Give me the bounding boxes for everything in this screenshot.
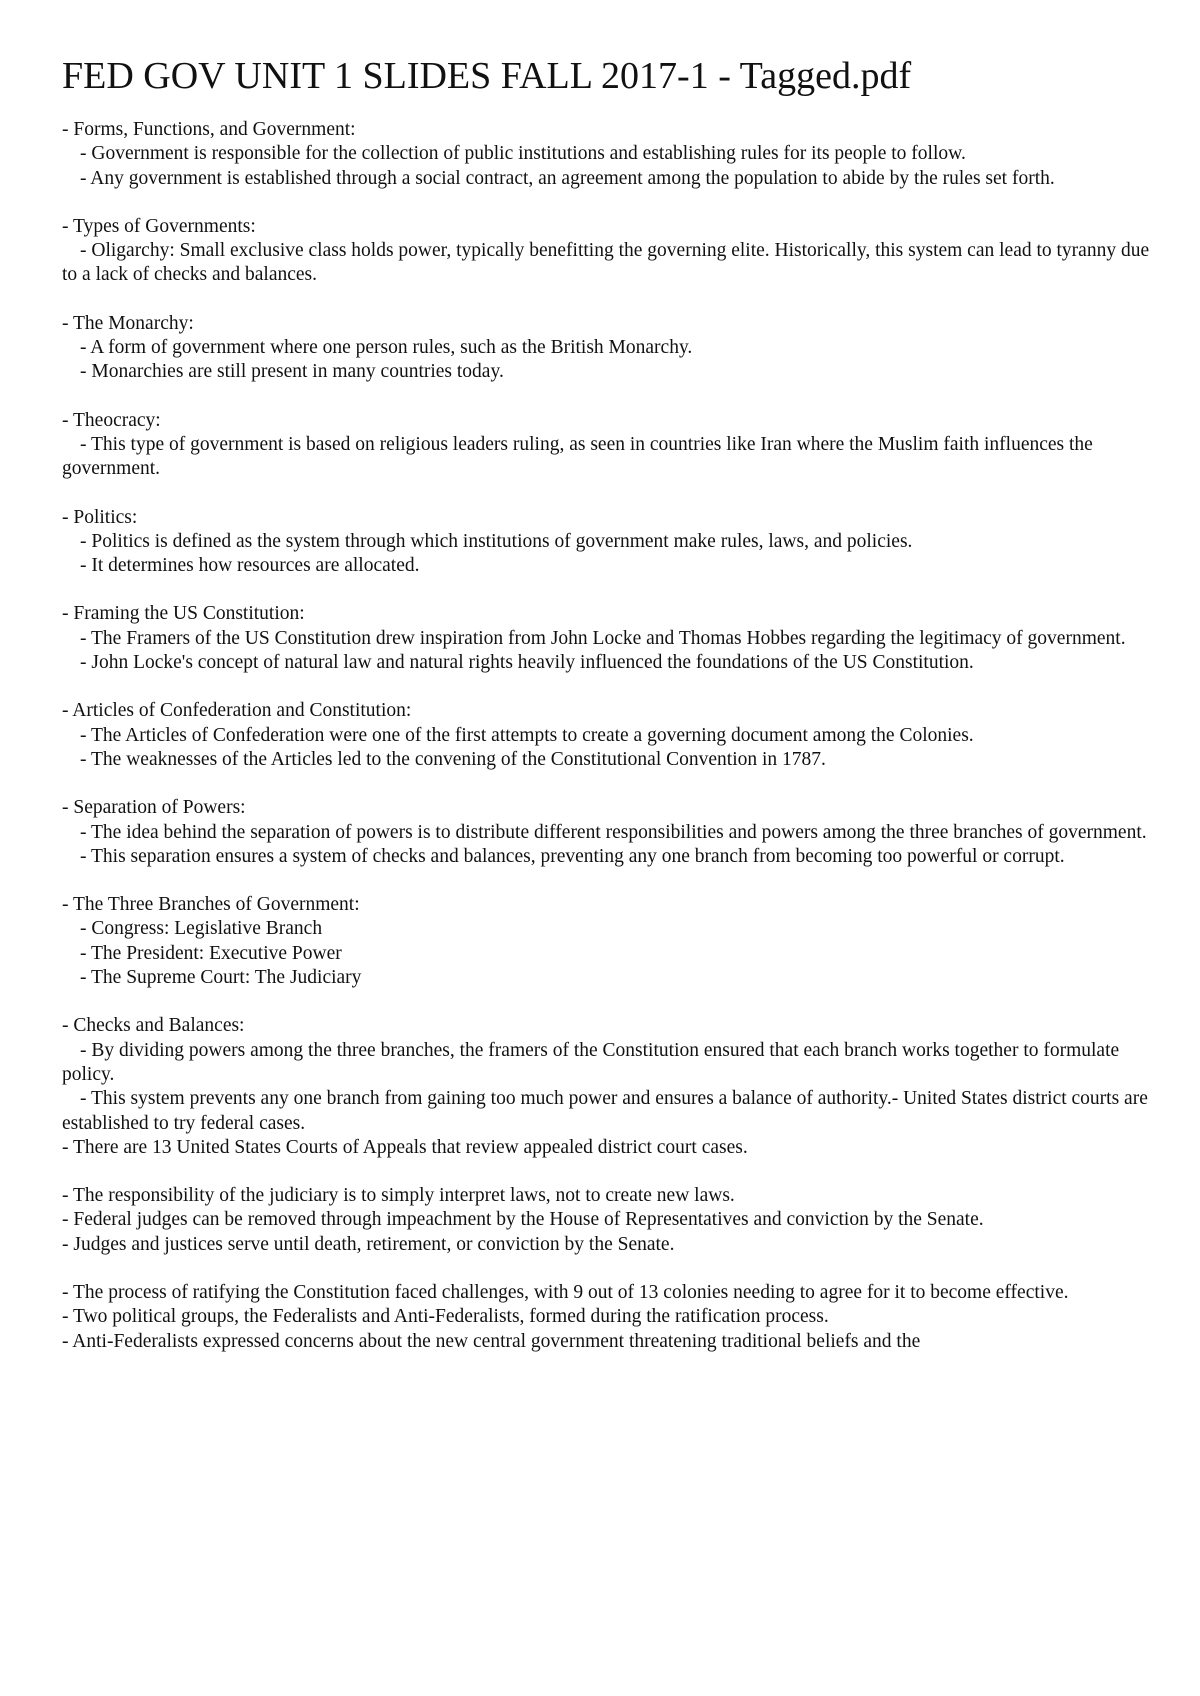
bullet-line: - Forms, Functions, and Government: — [62, 119, 356, 140]
sub-bullet-line: - The President: Executive Power — [80, 942, 342, 964]
sub-bullet-line: - The Supreme Court: The Judiciary — [80, 967, 362, 989]
document-section — [62, 893, 1152, 990]
bullet-line: - The Three Branches of Government: — [62, 894, 360, 916]
sub-bullet-line: - By dividing powers among the three branches, the framers of the Constitution ensured that each branch works together to formulate policy. — [62, 1039, 1120, 1085]
sub-bullet-line: - The Articles of Confederation were one of the first attempts to create a governing document among the Colonies. — [80, 724, 974, 746]
document-body — [62, 118, 1152, 1354]
sub-bullet-line: - Oligarchy: Small exclusive class holds power, typically benefitting the governing elite. Historically, this system can lead to tyranny due to a lack of checks and balances. — [62, 240, 1150, 286]
document-section — [62, 796, 1152, 869]
bullet-line: - The process of ratifying the Constitution faced challenges, with 9 out of 13 colonies needing to agree for it to become effective. — [62, 1281, 1069, 1303]
bullet-line: - Framing the US Constitution: — [62, 603, 305, 625]
bullet-line: - Separation of Powers: — [62, 797, 246, 819]
document-section — [62, 409, 1152, 482]
sub-bullet-line: - This system prevents any one branch from gaining too much power and ensures a balance of authority.- United States district courts are established to try federal cases. — [62, 1088, 1148, 1134]
document-section — [62, 1014, 1152, 1160]
sub-bullet-line: - The weaknesses of the Articles led to the convening of the Constitutional Convention in 1787. — [80, 748, 826, 770]
document-title: FED GOV UNIT 1 SLIDES FALL 2017-1 - Tagged.pdf — [62, 55, 912, 97]
bullet-line: - Two political groups, the Federalists and Anti-Federalists, formed during the ratification process. — [62, 1306, 829, 1328]
bullet-line: - The responsibility of the judiciary is to simply interpret laws, not to create new laws. — [62, 1185, 735, 1207]
bullet-line: - Checks and Balances: — [62, 1015, 245, 1037]
sub-bullet-line: - Government is responsible for the collection of public institutions and establishing rules for its people to follow. — [80, 143, 966, 165]
sub-bullet-line: - Politics is defined as the system through which institutions of government make rules, laws, and policies. — [80, 530, 913, 552]
document-section — [62, 1184, 1152, 1257]
document-section — [62, 215, 1152, 288]
document-section — [62, 699, 1152, 772]
sub-bullet-line: - A form of government where one person rules, such as the British Monarchy. — [80, 337, 693, 359]
sub-bullet-line: - Any government is established through a social contract, an agreement among the population to abide by the rules set forth. — [80, 167, 1055, 189]
bullet-line: - Types of Governments: — [62, 215, 256, 237]
document-section — [62, 118, 1152, 191]
sub-bullet-line: - Congress: Legislative Branch — [80, 918, 323, 940]
bullet-line: - Judges and justices serve until death, retirement, or conviction by the Senate. — [62, 1233, 675, 1255]
document-page — [62, 50, 1152, 1378]
bullet-line: - Anti-Federalists expressed concerns about the new central government threatening traditional beliefs and the — [62, 1330, 921, 1352]
bullet-line: - Theocracy: — [62, 409, 161, 431]
document-section — [62, 312, 1152, 385]
sub-bullet-line: - Monarchies are still present in many countries today. — [80, 361, 504, 383]
sub-bullet-line: - The Framers of the US Constitution drew inspiration from John Locke and Thomas Hobbes regarding the legitimacy of government. — [80, 627, 1126, 649]
bullet-line: - Articles of Confederation and Constitution: — [62, 700, 412, 722]
document-section — [62, 602, 1152, 675]
sub-bullet-line: - This separation ensures a system of checks and balances, preventing any one branch from becoming too powerful or corrupt. — [80, 845, 1065, 867]
bullet-line: - There are 13 United States Courts of Appeals that review appealed district court cases. — [62, 1136, 748, 1158]
sub-bullet-line: - The idea behind the separation of powers is to distribute different responsibilities and powers among the three branches of government. — [80, 821, 1147, 843]
sub-bullet-line: - It determines how resources are allocated. — [80, 555, 420, 577]
document-section — [62, 1281, 1152, 1354]
bullet-line: - Politics: — [62, 506, 138, 528]
bullet-line: - Federal judges can be removed through impeachment by the House of Representatives and conviction by the Senate. — [62, 1209, 984, 1231]
sub-bullet-line: - John Locke's concept of natural law and natural rights heavily influenced the foundations of the US Constitution. — [80, 652, 974, 674]
bullet-line: - The Monarchy: — [62, 312, 194, 334]
sub-bullet-line: - This type of government is based on religious leaders ruling, as seen in countries like Iran where the Muslim faith influences the government. — [62, 433, 1093, 480]
document-section — [62, 506, 1152, 579]
